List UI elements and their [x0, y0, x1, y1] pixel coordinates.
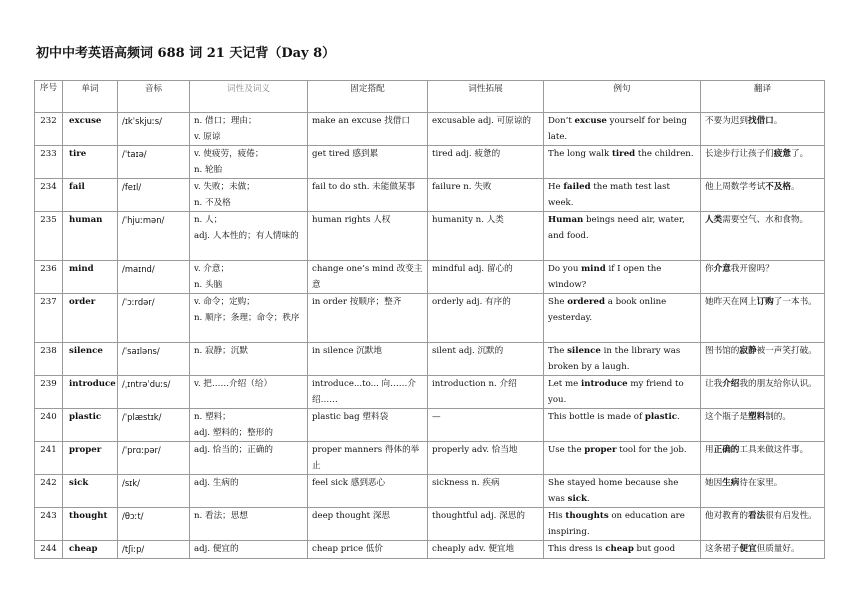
phonetic-cell: /sɪk/	[118, 475, 190, 508]
translation-text: 制的。	[765, 412, 791, 422]
example-text: the math test last week.	[548, 182, 670, 208]
table-row	[35, 343, 825, 376]
translation-cell	[701, 261, 825, 294]
phonetic-cell: /feɪl/	[118, 179, 190, 212]
col-header-collocation: 固定搭配	[308, 81, 428, 113]
translation-cell	[701, 179, 825, 212]
phonetic-cell: /ˈhjuːmən/	[118, 212, 190, 261]
collocation-cell: get tired 感到累	[308, 146, 428, 179]
table-row	[35, 179, 825, 212]
translation-text: 长途步行让孩子们	[705, 149, 774, 159]
translation-keyword: 正确的	[713, 445, 740, 455]
translation-keyword: 生病	[722, 478, 740, 488]
phonetic-cell: /θɔːt/	[118, 508, 190, 541]
translation-text: 这条裙子	[705, 544, 740, 554]
table-row	[35, 212, 825, 261]
example-text: tool for the job.	[616, 445, 687, 455]
row-number: 236	[35, 261, 63, 294]
translation-cell	[701, 376, 825, 409]
example-keyword: proper	[584, 445, 617, 455]
example-text: The long walk	[548, 149, 612, 159]
extension-cell: —	[428, 409, 544, 442]
meaning-cell	[190, 294, 308, 343]
meaning-line: n. 人；	[194, 215, 223, 225]
translation-keyword: 订购	[756, 297, 774, 307]
extension-cell: sickness n. 疾病	[428, 475, 544, 508]
extension-cell: excusable adj. 可原谅的	[428, 113, 544, 146]
example-keyword: failed	[563, 182, 591, 192]
example-text: Do you	[548, 264, 582, 274]
translation-text: 这个瓶子是	[705, 412, 748, 422]
example-keyword: silence	[567, 346, 601, 356]
extension-cell: silent adj. 沉默的	[428, 343, 544, 376]
translation-text: 了。	[790, 149, 809, 159]
example-text: but good	[633, 544, 676, 554]
collocation-cell: proper manners 得体的举止	[308, 442, 428, 475]
example-text: in the library was broken by a laugh.	[548, 346, 681, 372]
example-cell	[544, 475, 701, 508]
word-cell: human	[63, 212, 118, 261]
meaning-cell	[190, 113, 308, 146]
meaning-cell	[190, 541, 308, 559]
example-text: His	[548, 511, 566, 521]
word-cell: excuse	[63, 113, 118, 146]
translation-text: 他对教育的	[705, 511, 748, 521]
meaning-line: v. 失败；未做；	[194, 182, 255, 192]
meaning-cell	[190, 376, 308, 409]
translation-cell	[701, 541, 825, 559]
example-keyword: plastic	[644, 412, 678, 422]
table-row	[35, 261, 825, 294]
extension-cell: cheaply adv. 便宜地	[428, 541, 544, 559]
meaning-cell	[190, 343, 308, 376]
table-row	[35, 113, 825, 146]
word-cell: plastic	[63, 409, 118, 442]
extension-cell: mindful adj. 留心的	[428, 261, 544, 294]
table-row	[35, 442, 825, 475]
col-header-phonetic: 音标	[118, 81, 190, 113]
translation-cell	[701, 212, 825, 261]
example-keyword: thoughts	[565, 511, 609, 521]
example-text: on education are inspiring.	[548, 511, 685, 537]
translation-text: 但质量好。	[756, 544, 800, 554]
meaning-line: adj. 便宜的	[194, 544, 239, 554]
meaning-line: adj. 塑料的；整形的	[194, 428, 273, 438]
translation-cell	[701, 113, 825, 146]
translation-keyword: 便宜	[739, 544, 757, 554]
vocabulary-table	[34, 80, 825, 559]
table-row	[35, 409, 825, 442]
translation-text: 让我	[705, 379, 723, 389]
row-number: 240	[35, 409, 63, 442]
extension-cell: humanity n. 人类	[428, 212, 544, 261]
example-text: my friend to you.	[548, 379, 684, 405]
translation-text: 他上周数学考试	[705, 182, 766, 192]
table-row	[35, 475, 825, 508]
meaning-line: n. 头脑	[194, 280, 223, 290]
word-cell: thought	[63, 508, 118, 541]
example-cell	[544, 343, 701, 376]
collocation-cell: in silence 沉默地	[308, 343, 428, 376]
table-row	[35, 146, 825, 179]
example-cell	[544, 179, 701, 212]
meaning-line: v. 使疲劳，疲倦；	[194, 149, 264, 159]
example-cell	[544, 113, 701, 146]
col-header-number: 序号	[35, 81, 63, 113]
example-cell	[544, 146, 701, 179]
translation-cell	[701, 475, 825, 508]
translation-cell	[701, 508, 825, 541]
word-cell: mind	[63, 261, 118, 294]
phonetic-cell: /ˈɔːrdər/	[118, 294, 190, 343]
example-text: .	[586, 494, 590, 504]
translation-text: 她昨天在网上	[705, 297, 757, 307]
example-text: She	[548, 297, 568, 307]
example-cell	[544, 261, 701, 294]
translation-keyword: 介意	[713, 264, 731, 274]
phonetic-cell: /ɪkˈskjuːs/	[118, 113, 190, 146]
example-keyword: tired	[611, 149, 636, 159]
example-cell	[544, 376, 701, 409]
translation-text: 她因	[705, 478, 723, 488]
table-row	[35, 541, 825, 559]
example-text: This dress is	[548, 544, 606, 554]
meaning-line: adj. 恰当的；正确的	[194, 445, 273, 455]
translation-keyword: 看法	[747, 511, 766, 521]
translation-keyword: 疲惫	[773, 149, 791, 159]
translation-text: 我的朋友给你认识。	[739, 379, 817, 389]
translation-text: 被一声笑打破。	[756, 346, 817, 356]
extension-cell: properly adv. 恰当地	[428, 442, 544, 475]
word-cell: fail	[63, 179, 118, 212]
meaning-cell	[190, 442, 308, 475]
word-cell: tire	[63, 146, 118, 179]
example-cell	[544, 442, 701, 475]
translation-cell	[701, 343, 825, 376]
meaning-line: n. 寂静；沉默	[194, 346, 248, 356]
example-text: the children.	[635, 149, 694, 159]
translation-text: 图书馆的	[705, 346, 740, 356]
extension-cell: tired adj. 疲惫的	[428, 146, 544, 179]
translation-text: 。	[790, 182, 800, 192]
translation-text: 用	[705, 445, 714, 455]
translation-cell	[701, 442, 825, 475]
example-cell	[544, 409, 701, 442]
phonetic-cell: /ˈsaɪləns/	[118, 343, 190, 376]
example-text: a book online yesterday.	[548, 297, 667, 323]
table-row	[35, 508, 825, 541]
example-text: if I open the window?	[548, 264, 662, 290]
collocation-cell: deep thought 深思	[308, 508, 428, 541]
word-cell: introduce	[63, 376, 118, 409]
translation-keyword: 塑料	[747, 412, 766, 422]
example-keyword: excuse	[574, 116, 607, 126]
phonetic-cell: /tʃiːp/	[118, 541, 190, 559]
row-number: 238	[35, 343, 63, 376]
translation-text: 不要为迟到	[705, 116, 748, 126]
row-number: 243	[35, 508, 63, 541]
row-number: 233	[35, 146, 63, 179]
collocation-cell: change one’s mind 改变主意	[308, 261, 428, 294]
translation-keyword: 寂静	[739, 346, 757, 356]
row-number: 239	[35, 376, 63, 409]
row-number: 237	[35, 294, 63, 343]
meaning-line: n. 借口；理由；	[194, 116, 257, 126]
word-cell: proper	[63, 442, 118, 475]
row-number: 242	[35, 475, 63, 508]
collocation-cell: human rights 人权	[308, 212, 428, 261]
translation-keyword: 找借口	[747, 116, 774, 126]
meaning-cell	[190, 409, 308, 442]
col-header-meaning: 词性及词义	[190, 81, 308, 113]
col-header-word: 单词	[63, 81, 118, 113]
page-title: 初中中考英语高频词 688 词 21 天记背（Day 8）	[36, 46, 336, 61]
col-header-example: 例句	[544, 81, 701, 113]
example-cell	[544, 294, 701, 343]
phonetic-cell: /ˈtaɪə/	[118, 146, 190, 179]
word-cell: sick	[63, 475, 118, 508]
table-row	[35, 294, 825, 343]
row-number: 241	[35, 442, 63, 475]
translation-cell	[701, 409, 825, 442]
translation-cell	[701, 294, 825, 343]
extension-cell: introduction n. 介绍	[428, 376, 544, 409]
translation-text: 工具来做这件事。	[739, 445, 809, 455]
table-body	[35, 113, 825, 559]
example-cell	[544, 508, 701, 541]
word-cell: order	[63, 294, 118, 343]
collocation-cell: plastic bag 塑料袋	[308, 409, 428, 442]
example-keyword: introduce	[580, 379, 628, 389]
example-text: yourself for being late.	[548, 116, 688, 142]
meaning-cell	[190, 179, 308, 212]
meaning-line: v. 把……介绍（给）	[194, 379, 273, 389]
collocation-cell: introduce...to... 向……介绍……	[308, 376, 428, 409]
meaning-cell	[190, 261, 308, 294]
example-text: Don’t	[548, 116, 575, 126]
phonetic-cell: /maɪnd/	[118, 261, 190, 294]
extension-cell: thoughtful adj. 深思的	[428, 508, 544, 541]
meaning-line: v. 命令；定购；	[194, 297, 255, 307]
translation-text: 。	[773, 116, 783, 126]
meaning-line: n. 塑料；	[194, 412, 231, 422]
row-number: 234	[35, 179, 63, 212]
example-keyword: Human	[548, 215, 584, 225]
translation-text: 了一本书。	[773, 297, 817, 307]
example-keyword: ordered	[567, 297, 605, 307]
row-number: 235	[35, 212, 63, 261]
phonetic-cell: /ˌɪntrəˈduːs/	[118, 376, 190, 409]
meaning-line: v. 原谅	[194, 132, 221, 142]
example-text: Use the	[548, 445, 585, 455]
translation-text: 需要空气、水和食物。	[722, 215, 809, 225]
example-text: She stayed home because she was	[548, 478, 679, 504]
col-header-translation: 翻译	[701, 81, 825, 113]
meaning-line: n. 轮胎	[194, 165, 223, 175]
word-cell: cheap	[63, 541, 118, 559]
example-keyword: cheap	[605, 544, 634, 554]
translation-text: 你	[705, 264, 714, 274]
meaning-line: n. 顺序；条理；命令；秩序	[194, 313, 300, 323]
example-cell	[544, 541, 701, 559]
extension-cell: failure n. 失败	[428, 179, 544, 212]
example-text: beings need air, water, and food.	[548, 215, 685, 241]
example-text: .	[677, 412, 680, 422]
meaning-cell	[190, 508, 308, 541]
translation-keyword: 人类	[705, 215, 723, 225]
example-text: The	[548, 346, 568, 356]
header-row	[35, 81, 825, 113]
example-text: He	[548, 182, 564, 192]
example-text: This bottle is made of	[548, 412, 645, 422]
example-keyword: sick	[567, 494, 587, 504]
translation-text: 很有启发性。	[765, 511, 817, 521]
example-cell	[544, 212, 701, 261]
meaning-cell	[190, 475, 308, 508]
extension-cell: orderly adj. 有序的	[428, 294, 544, 343]
word-cell: silence	[63, 343, 118, 376]
collocation-cell: make an excuse 找借口	[308, 113, 428, 146]
example-keyword: mind	[581, 264, 606, 274]
meaning-line: n. 不及格	[194, 198, 231, 208]
meaning-line: adj. 生病的	[194, 478, 239, 488]
translation-cell	[701, 146, 825, 179]
row-number: 244	[35, 541, 63, 559]
collocation-cell: cheap price 低价	[308, 541, 428, 559]
collocation-cell: in order 按顺序；整齐	[308, 294, 428, 343]
collocation-cell: fail to do sth. 未能做某事	[308, 179, 428, 212]
phonetic-cell: /ˈplæstɪk/	[118, 409, 190, 442]
translation-text: 待在家里。	[739, 478, 783, 488]
meaning-line: n. 看法；思想	[194, 511, 248, 521]
meaning-line: adj. 人本性的；有人情味的	[194, 231, 299, 241]
table-row	[35, 376, 825, 409]
meaning-cell	[190, 146, 308, 179]
meaning-line: v. 介意；	[194, 264, 230, 274]
meaning-cell	[190, 212, 308, 261]
example-text: Let me	[548, 379, 581, 389]
translation-text: 我开窗吗？	[730, 264, 774, 274]
col-header-extension: 词性拓展	[428, 81, 544, 113]
translation-keyword: 介绍	[722, 379, 740, 389]
phonetic-cell: /ˈprɑːpər/	[118, 442, 190, 475]
translation-keyword: 不及格	[765, 182, 791, 192]
row-number: 232	[35, 113, 63, 146]
collocation-cell: feel sick 感到恶心	[308, 475, 428, 508]
